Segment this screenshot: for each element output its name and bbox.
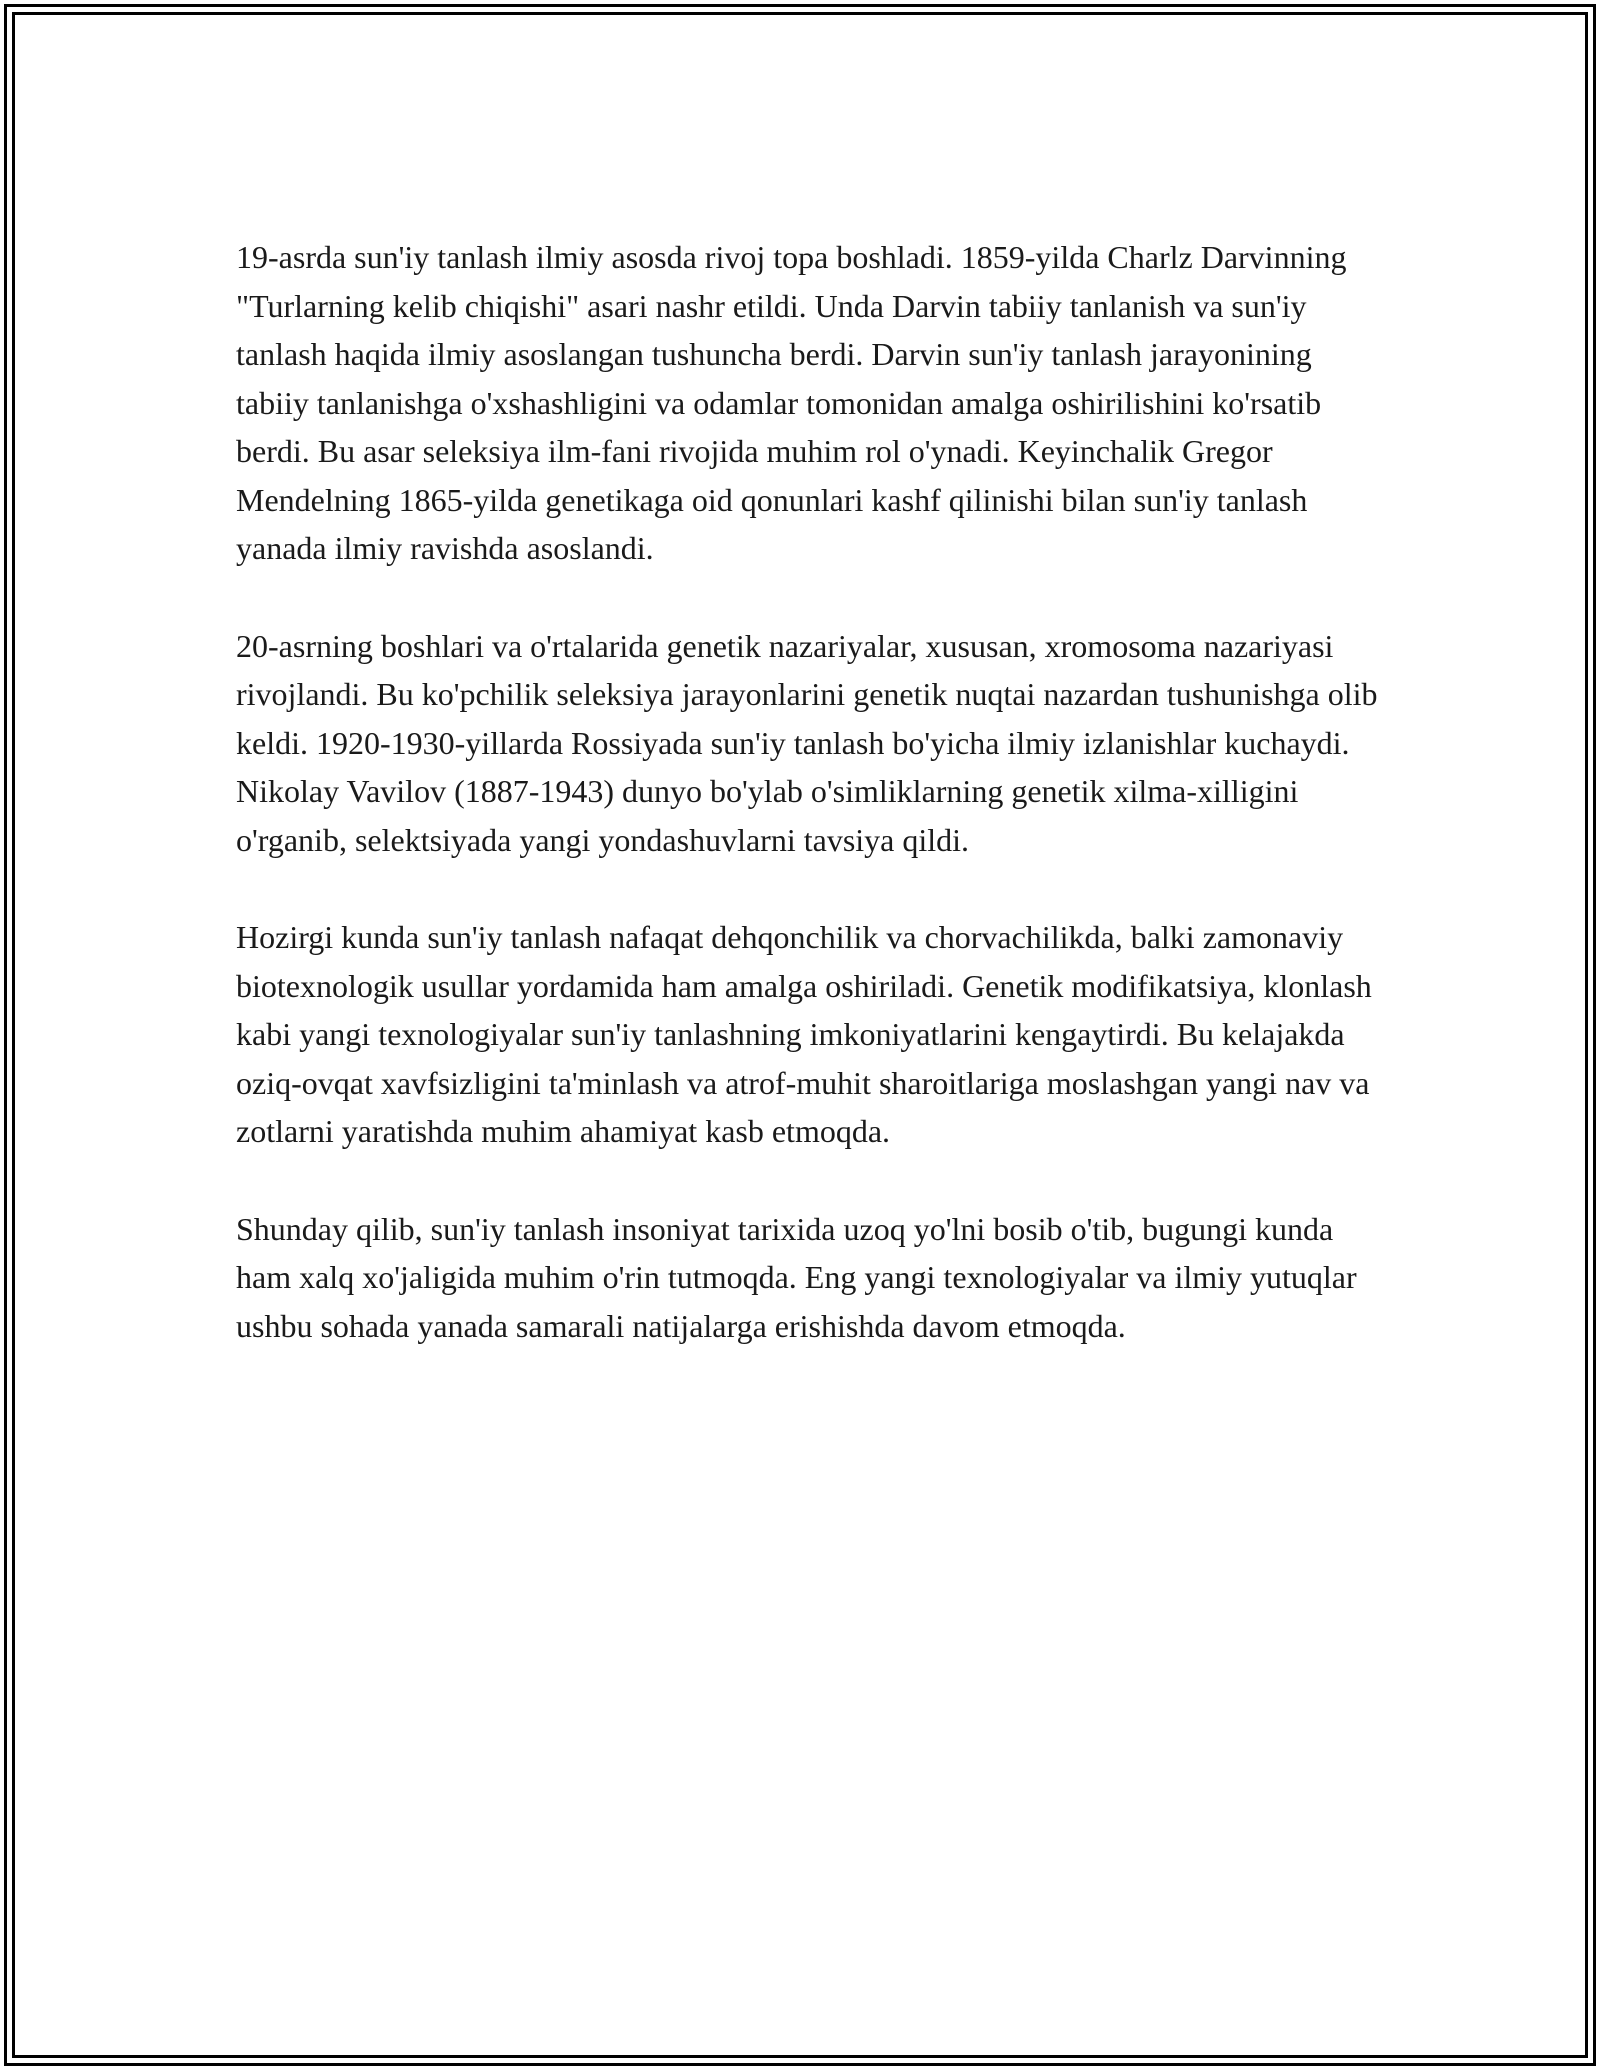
paragraph-3: Hozirgi kunda sun'iy tanlash nafaqat dehqonchilik va chorvachilikda, balki zamonaviy biotexnologik usullar yordamida ham amalga oshiriladi. Genetik modifikatsiya, klonlash kabi yangi texnologiyalar sun'iy tanlashning imkoniyatlarini kengaytirdi. Bu kelajakda oziq-ovqat xavfsizligini ta'minlash va atrof-muhit sharoitlariga moslashgan yangi nav va zotlarni yaratishda muhim ahamiyat kasb etmoqda. [236,919,1372,1149]
document-body [236,233,1386,1350]
paragraph-2: 20-asrning boshlari va o'rtalarida genetik nazariyalar, xususan, xromosoma nazariyasi rivojlandi. Bu ko'pchilik seleksiya jarayonlarini genetik nuqtai nazardan tushunishga olib keldi. 1920-1930-yillarda Rossiyada sun'iy tanlash bo'yicha ilmiy izlanishlar kuchaydi. Nikolay Vavilov (1887-1943) dunyo bo'ylab o'simliklarning genetik xilma-xilligini o'rganib, selektsiyada yangi yondashuvlarni tavsiya qildi. [236,627,1378,858]
paragraph-1: 19-asrda sun'iy tanlash ilmiy asosda rivoj topa boshladi. 1859-yilda Charlz Darvinning "Turlarning kelib chiqishi" asari nashr etildi. Unda Darvin tabiiy tanlanish va sun'iy tanlash haqida ilmiy asoslangan tushuncha berdi. Darvin sun'iy tanlash jarayonining tabiiy tanlanishga o'xshashligini va odamlar tomonidan amalga oshirilishini ko'rsatib berdi. Bu asar seleksiya ilm-fani rivojida muhim rol o'ynadi. Keyinchalik Gregor Mendelning 1865-yilda genetikaga oid qonunlari kashf qilinishi bilan sun'iy tanlash yanada ilmiy ravishda asoslandi. [236,239,1347,566]
paragraph-4: Shunday qilib, sun'iy tanlash insoniyat tarixida uzoq yo'lni bosib o'tib, bugungi kunda ham xalq xo'jaligida muhim o'rin tutmoqda. Eng yangi texnologiyalar va ilmiy yutuqlar ushbu sohada yanada samarali natijalarga erishishda davom etmoqda. [236,1210,1357,1344]
